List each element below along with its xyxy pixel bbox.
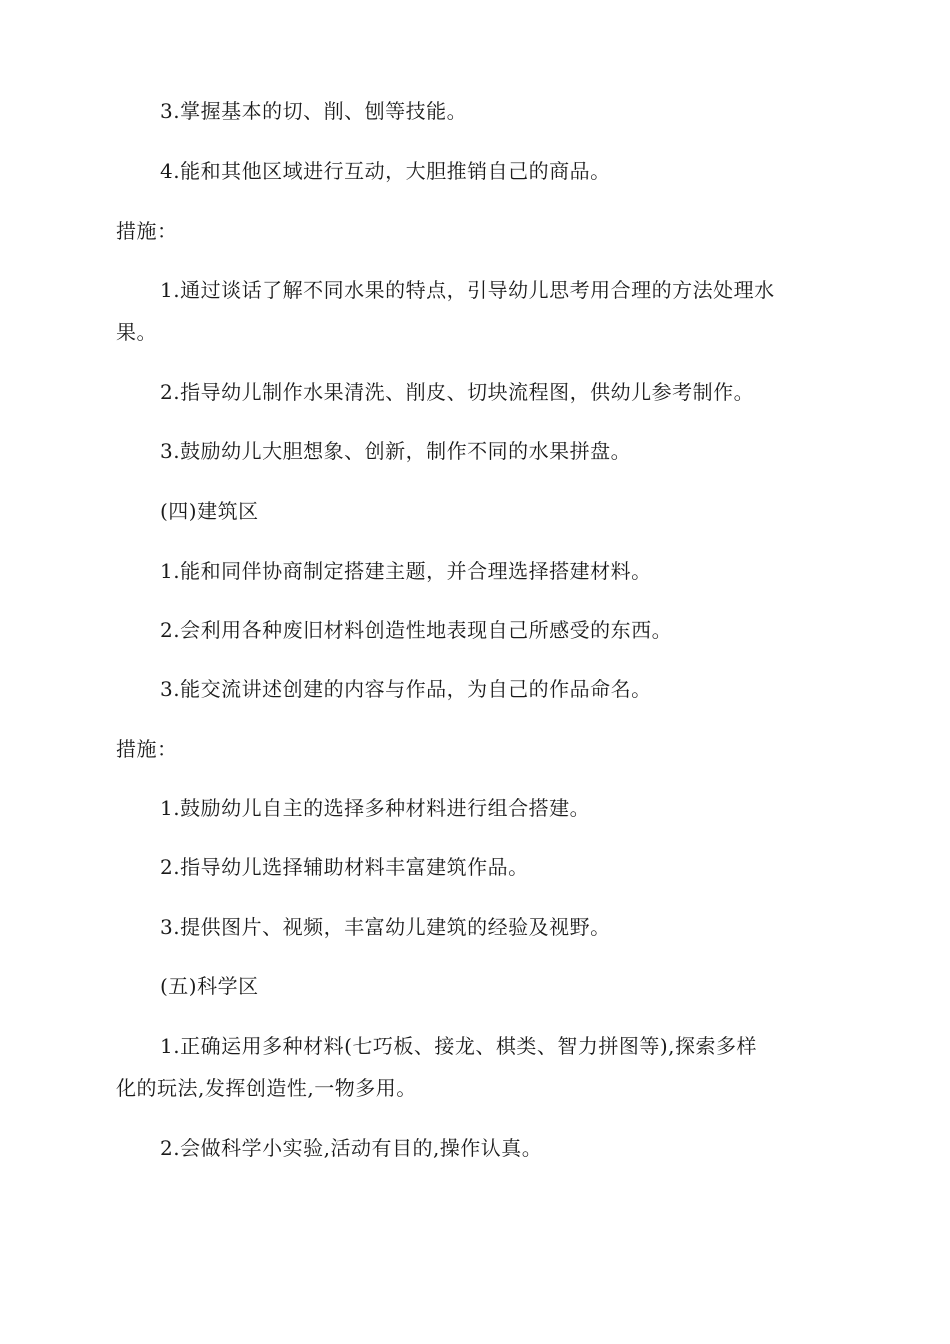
paragraph-line: 2.指导幼儿选择辅助材料丰富建筑作品。 [160,855,529,879]
paragraph-line: 3.鼓励幼儿大胆想象、创新，制作不同的水果拼盘。 [160,439,632,463]
paragraph-line: 1.能和同伴协商制定搭建主题，并合理选择搭建材料。 [160,559,652,583]
paragraph-line: 1.正确运用多种材料(七巧板、接龙、棋类、智力拼图等),探索多样 [160,1034,758,1058]
paragraph-line: 1.通过谈话了解不同水果的特点，引导幼儿思考用合理的方法处理水 [160,278,775,302]
section-heading: (五)科学区 [160,974,259,998]
paragraph-line: 果。 [116,320,157,344]
paragraph-line: 3.提供图片、视频，丰富幼儿建筑的经验及视野。 [160,915,611,939]
paragraph-line: 2.会利用各种废旧材料创造性地表现自己所感受的东西。 [160,618,673,642]
paragraph-line: 1.鼓励幼儿自主的选择多种材料进行组合搭建。 [160,796,591,820]
section-heading: 措施： [116,737,178,761]
paragraph-line: 4.能和其他区域进行互动，大胆推销自己的商品。 [160,159,611,183]
paragraph-line: 2.会做科学小实验,活动有目的,操作认真。 [160,1136,543,1160]
paragraph-line: 化的玩法,发挥创造性,一物多用。 [116,1076,417,1100]
section-heading: 措施： [116,219,178,243]
section-heading: (四)建筑区 [160,499,259,523]
paragraph-line: 3.能交流讲述创建的内容与作品，为自己的作品命名。 [160,677,652,701]
paragraph-line: 3.掌握基本的切、削、刨等技能。 [160,99,468,123]
paragraph-line: 2.指导幼儿制作水果清洗、削皮、切块流程图，供幼儿参考制作。 [160,380,755,404]
